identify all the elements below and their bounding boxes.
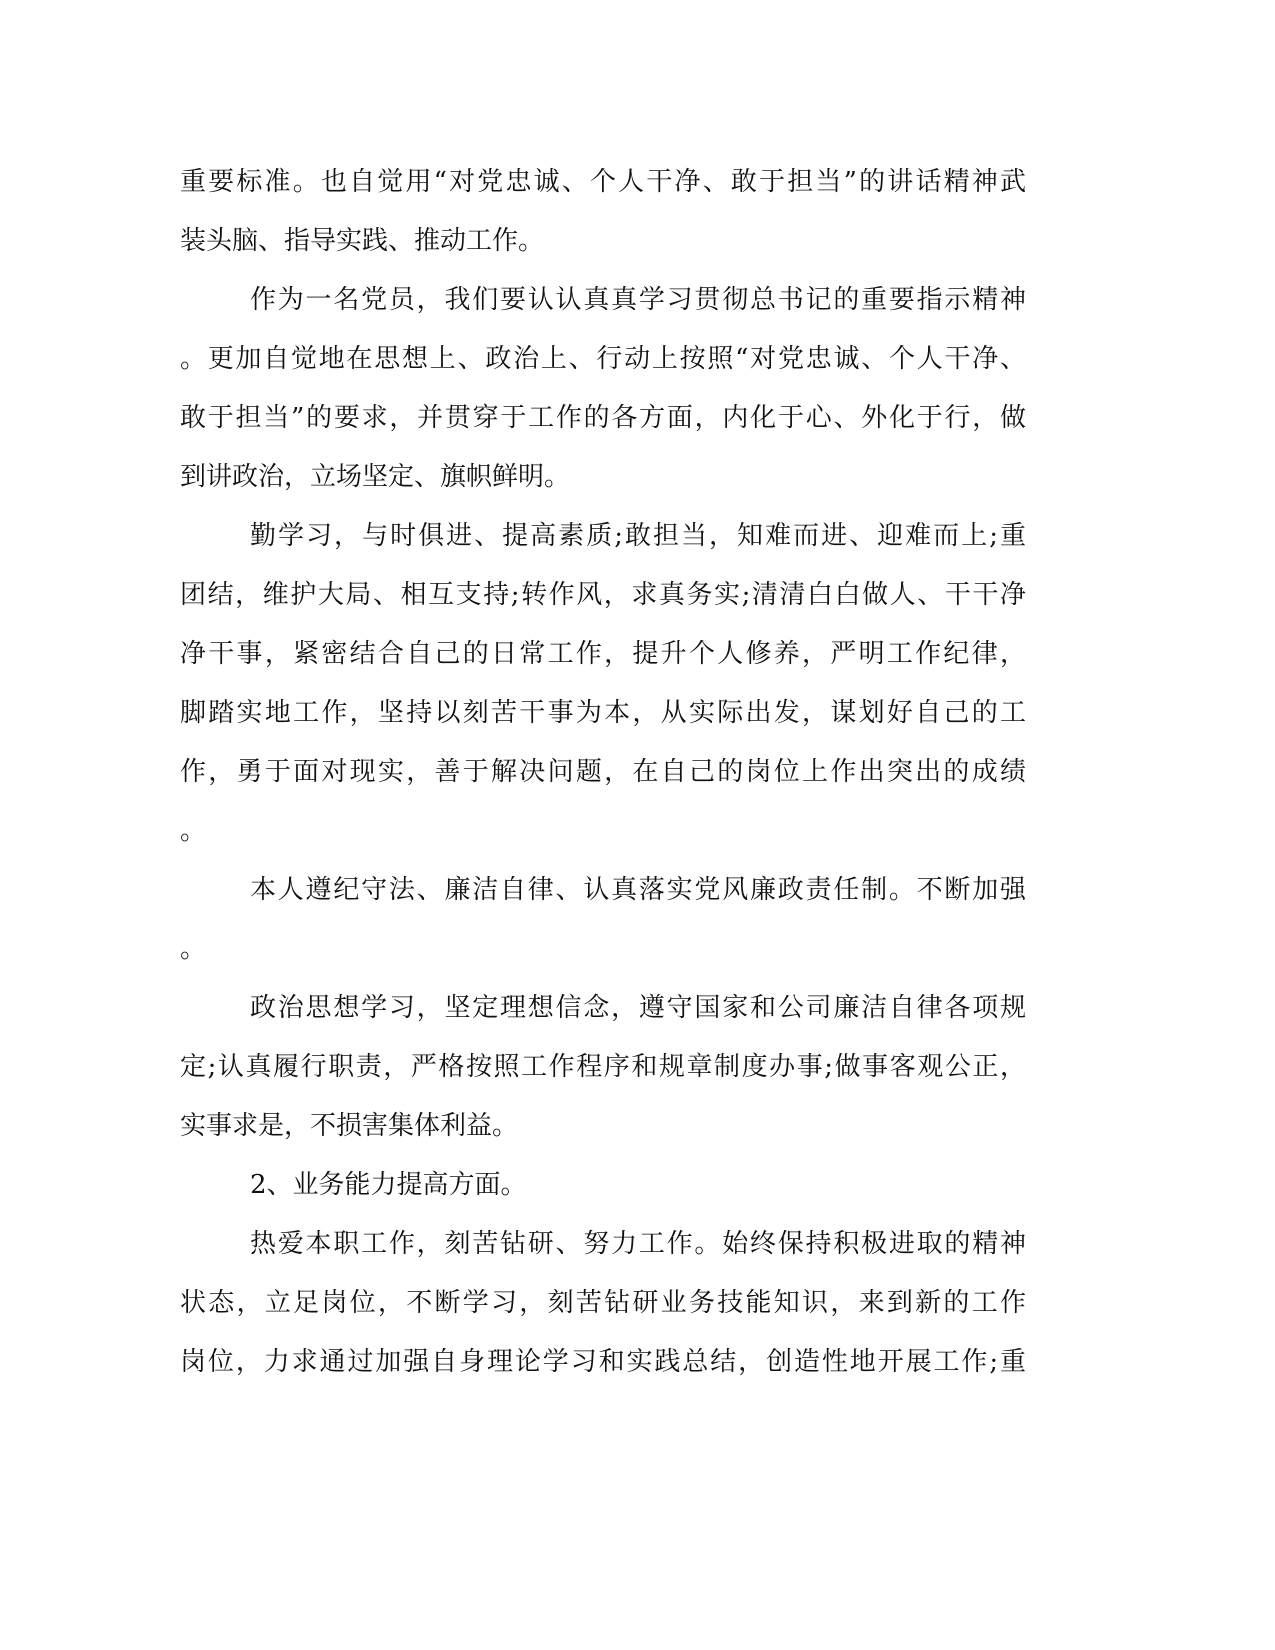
text-line: 装头脑、指导实践、推动工作。 bbox=[180, 226, 545, 256]
text-line: 作，勇于面对现实，善于解决问题，在自己的岗位上作出突出的成绩 bbox=[180, 757, 1026, 787]
text-line: 重要标准。也自觉用“对党忠诚、个人干净、敢于担当”的讲话精神武 bbox=[180, 167, 1026, 197]
text-line: 作为一名党员，我们要认认真真学习贯彻总书记的重要指示精神 bbox=[250, 285, 1026, 315]
text-line: 团结，维护大局、相互支持;转作风，求真务实;清清白白做人、干干净 bbox=[180, 580, 1026, 610]
text-line: 状态，立足岗位，不断学习，刻苦钻研业务技能知识，来到新的工作 bbox=[180, 1288, 1026, 1318]
text-line: 脚踏实地工作，坚持以刻苦干事为本，从实际出发，谋划好自己的工 bbox=[180, 698, 1026, 728]
text-line: 政治思想学习，坚定理想信念，遵守国家和公司廉洁自律各项规 bbox=[250, 993, 1026, 1023]
text-line: 。 bbox=[180, 816, 207, 846]
text-line: 净干事，紧密结合自己的日常工作，提升个人修养，严明工作纪律， bbox=[180, 639, 1026, 669]
text-line: 定;认真履行职责，严格按照工作程序和规章制度办事;做事客观公正， bbox=[180, 1052, 1026, 1082]
text-line: 岗位，力求通过加强自身理论学习和实践总结，创造性地开展工作;重 bbox=[180, 1347, 1026, 1377]
text-line: 。 bbox=[180, 934, 207, 964]
text-lines bbox=[180, 162, 1026, 1401]
text-line: 热爱本职工作，刻苦钻研、努力工作。始终保持积极进取的精神 bbox=[250, 1229, 1026, 1259]
text-line: 。更加自觉地在思想上、政治上、行动上按照“对党忠诚、个人干净、 bbox=[180, 344, 1026, 374]
text-line: 本人遵纪守法、廉洁自律、认真落实党风廉政责任制。不断加强 bbox=[250, 875, 1026, 905]
text-line: 2、业务能力提高方面。 bbox=[250, 1170, 527, 1200]
document-body bbox=[180, 162, 1026, 1401]
text-line: 敢于担当”的要求，并贯穿于工作的各方面，内化于心、外化于行，做 bbox=[180, 403, 1026, 433]
text-line: 勤学习，与时俱进、提高素质;敢担当，知难而进、迎难而上;重 bbox=[250, 521, 1026, 551]
text-line: 实事求是，不损害集体利益。 bbox=[180, 1111, 519, 1141]
text-line: 到讲政治，立场坚定、旗帜鲜明。 bbox=[180, 462, 571, 492]
